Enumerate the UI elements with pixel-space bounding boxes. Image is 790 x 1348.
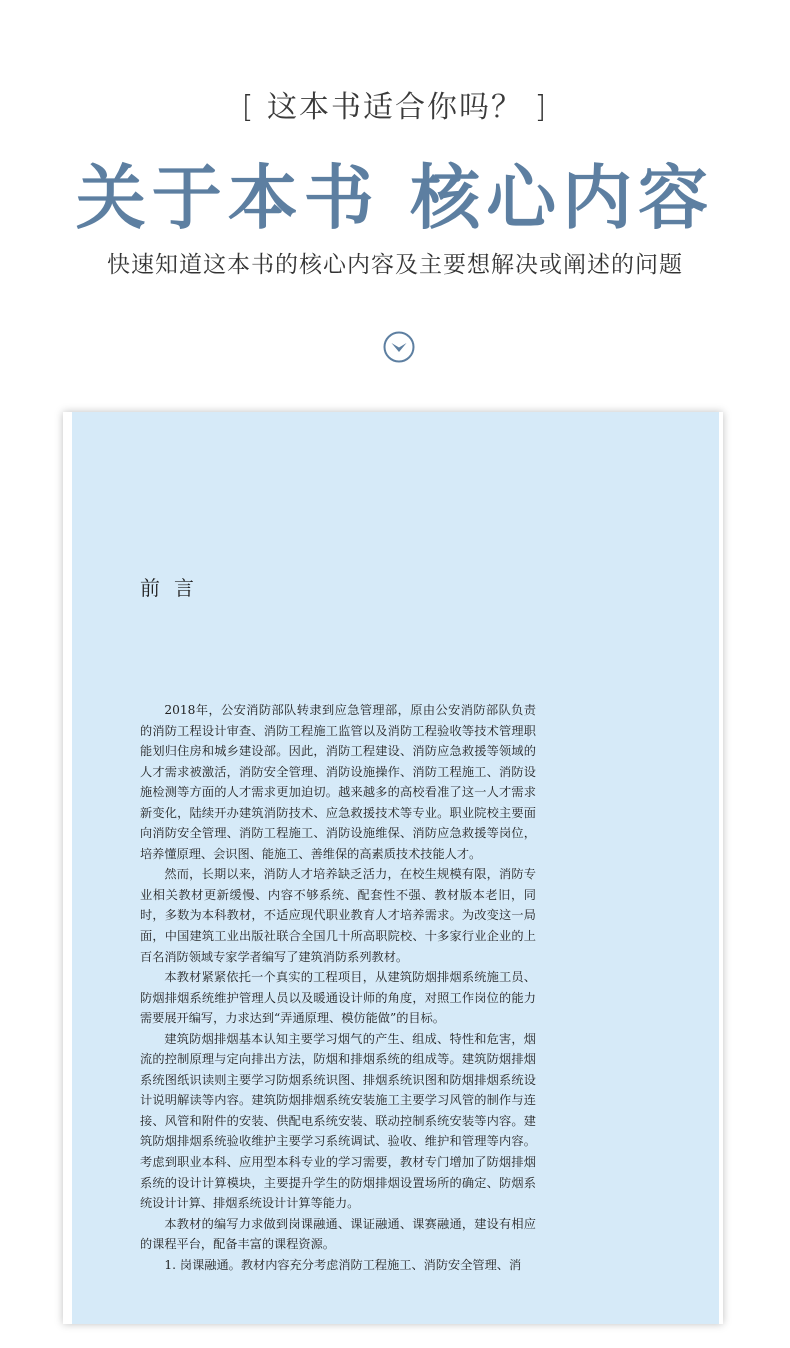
page-title: 关于本书 核心内容 (75, 156, 715, 239)
page-subtitle: 快速知道这本书的核心内容及主要想解决或阐述的问题 (107, 252, 683, 278)
question-text: 这本书适合你吗？ (267, 90, 523, 125)
preface-paragraph: 本教材紧紧依托一个真实的工程项目，从建筑防烟排烟系统施工员、防烟排烟系统维护管理人员以及暖通设计师的角度，对照工作岗位的能力需要展开编写，力求达到“弄通原理、模仿能做”的目标。 (140, 970, 536, 1026)
preface-body (140, 700, 536, 1275)
book-fit-question (0, 82, 790, 126)
preface-paragraph: 本教材的编写力求做到岗课融通、课证融通、课赛融通，建设有相应的课程平台，配备丰富的课程资源。 (140, 1216, 536, 1252)
chevron-down-circle-icon (383, 331, 415, 363)
preface-paragraph: 然而，长期以来，消防人才培养缺乏活力，在校生规模有限，消防专业相关教材更新缓慢、内容不够系统、配套性不强、教材版本老旧，同时，多数为本科教材，不适应现代职业教育人才培养需求。为改变这一局面，中国建筑工业出版社联合全国几十所高职院校、十多家行业企业的上百名消防领域专家学者编写了建筑消防系列教材。 (140, 867, 536, 964)
bracket-close: ] (534, 90, 549, 125)
preface-title: 前言 (140, 576, 208, 600)
preface-paragraph: 1. 岗课融通。教材内容充分考虑消防工程施工、消防安全管理、消 (164, 1257, 522, 1272)
preface-paragraph: 2018年，公安消防部队转隶到应急管理部，原由公安消防部队负责的消防工程设计审查、消防工程施工监管以及消防工程验收等技术管理职能划归住房和城乡建设部。因此，消防工程建设、消防应急救援等领域的人才需求被激活，消防安全管理、消防设施操作、消防工程施工、消防设施检测等方面的人才需求更加迫切。越来越多的高校看准了这一人才需求新变化，陆续开办建筑消防技术、应急救援技术等专业。职业院校主要面向消防安全管理、消防工程施工、消防设施维保、消防应急救援等岗位，培养懂原理、会识图、能施工、善维保的高素质技术技能人才。 (140, 703, 536, 861)
preface-paragraph: 建筑防烟排烟基本认知主要学习烟气的产生、组成、特性和危害，烟流的控制原理与定向排出方法，防烟和排烟系统的组成等。建筑防烟排烟系统图纸识读则主要学习防烟系统识图、排烟系统识图和防烟排烟系统设计说明解读等内容。建筑防烟排烟系统安装施工主要学习风管的制作与连接、风管和附件的安装、供配电系统安装、联动控制系统安装等内容。建筑防烟排烟系统验收维护主要学习系统调试、验收、维护和管理等内容。考虑到职业本科、应用型本科专业的学习需要，教材专门增加了防烟排烟系统的设计计算模块，主要提升学生的防烟排烟设置场所的确定、防烟系统设计计算、排烟系统设计计算等能力。 (140, 1031, 536, 1211)
bracket-open: [ (241, 90, 256, 125)
